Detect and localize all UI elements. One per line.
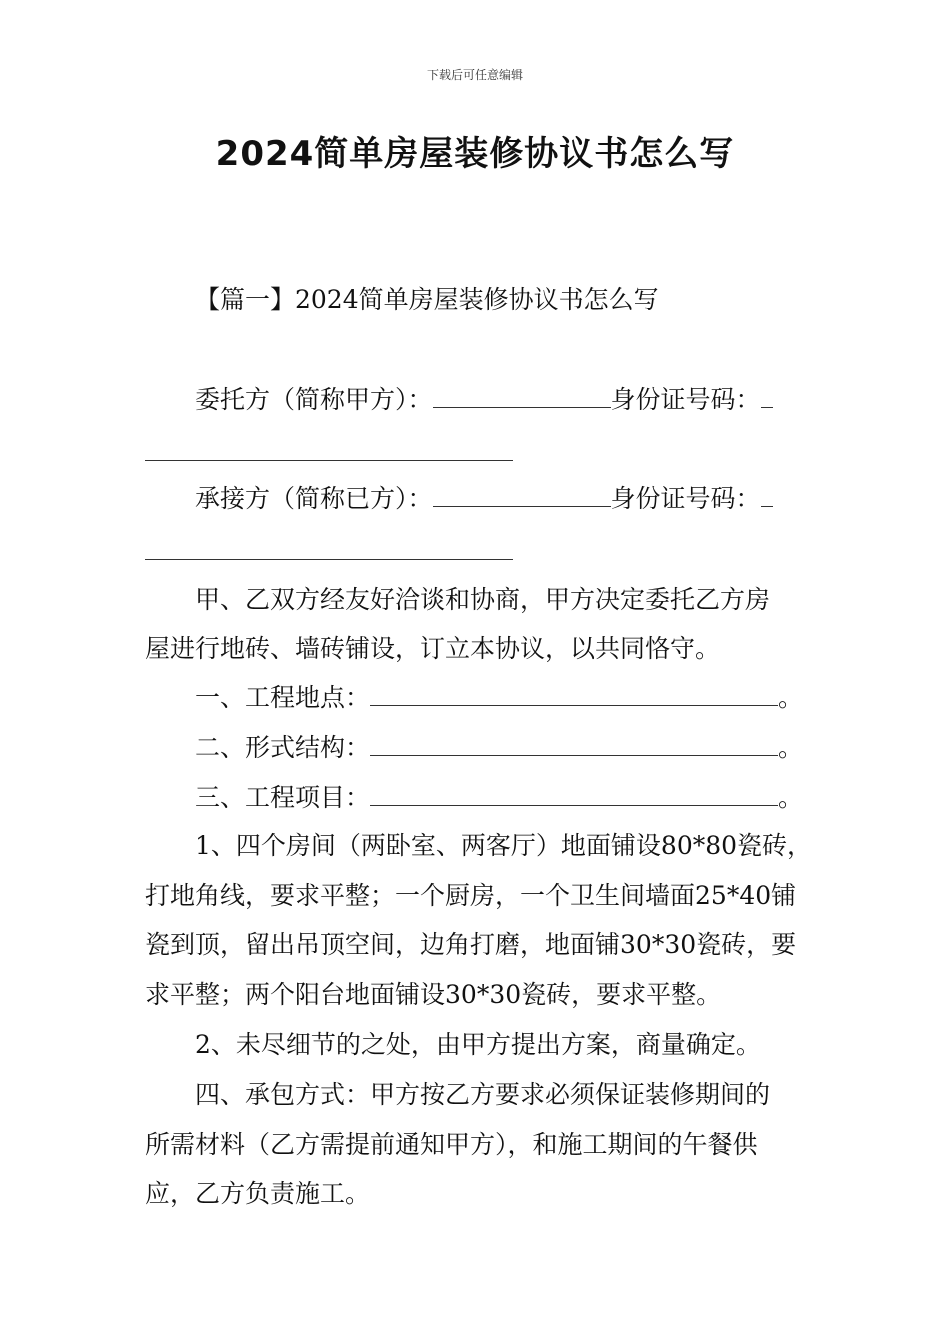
party-b-id-label: 身份证号码： — [610, 484, 761, 513]
header-note: 下载后可任意编辑 — [426, 68, 523, 82]
item-3-blank[interactable] — [370, 781, 778, 806]
p1-line-2: 打地角线，要求平整；一个厨房，一个卫生间墙面25*40铺 — [145, 881, 797, 910]
document-title: 2024简单房屋装修协议书怎么写 — [215, 134, 735, 174]
party-b-name-blank[interactable] — [433, 482, 611, 507]
p2-line: 2、未尽细节的之处，由甲方提出方案，商量确定。 — [195, 1030, 761, 1059]
p1-line-1: 1、四个房间（两卧室、两客厅）地面铺设80*80瓷砖， — [195, 831, 813, 860]
party-b-line — [195, 481, 875, 517]
party-b-label: 承接方（简称已方）： — [195, 484, 433, 513]
item-3-period: 。 — [778, 783, 804, 812]
intro-line-1: 甲、乙双方经友好洽谈和协商，甲方决定委托乙方房 — [195, 585, 771, 614]
section-heading: 【篇一】2024简单房屋装修协议书怎么写 — [195, 285, 659, 314]
item-2-label: 二、形式结构： — [195, 733, 371, 762]
p1-line-4: 求平整；两个阳台地面铺设30*30瓷砖，要求平整。 — [145, 980, 722, 1009]
intro-line-2: 屋进行地砖、墙砖铺设，订立本协议，以共同恪守。 — [145, 634, 721, 663]
item-3-line — [195, 780, 875, 816]
party-a-name-blank[interactable] — [433, 383, 611, 408]
party-a-id-blank-start[interactable] — [761, 383, 773, 408]
item-1-label: 一、工程地点： — [195, 683, 371, 712]
p4-line-2: 所需材料（乙方需提前通知甲方），和施工期间的午餐供 — [145, 1130, 758, 1159]
item-1-period: 。 — [778, 683, 804, 712]
p4-line-1: 四、承包方式：甲方按乙方要求必须保证装修期间的 — [195, 1080, 771, 1109]
party-a-label: 委托方（简称甲方）： — [195, 385, 433, 414]
party-a-id-blank[interactable] — [145, 459, 513, 461]
party-b-id-blank-start[interactable] — [761, 482, 773, 507]
item-2-period: 。 — [778, 733, 804, 762]
item-2-blank[interactable] — [370, 731, 778, 756]
p4-line-3: 应，乙方负责施工。 — [145, 1179, 371, 1208]
item-3-label: 三、工程项目： — [195, 783, 371, 812]
item-1-line — [195, 680, 875, 716]
party-a-line — [195, 382, 875, 418]
p1-line-3: 瓷到顶，留出吊顶空间，边角打磨，地面铺30*30瓷砖，要 — [145, 930, 797, 959]
item-1-blank[interactable] — [370, 681, 778, 706]
party-a-id-label: 身份证号码： — [610, 385, 761, 414]
party-b-id-blank[interactable] — [145, 558, 513, 560]
item-2-line — [195, 730, 875, 766]
